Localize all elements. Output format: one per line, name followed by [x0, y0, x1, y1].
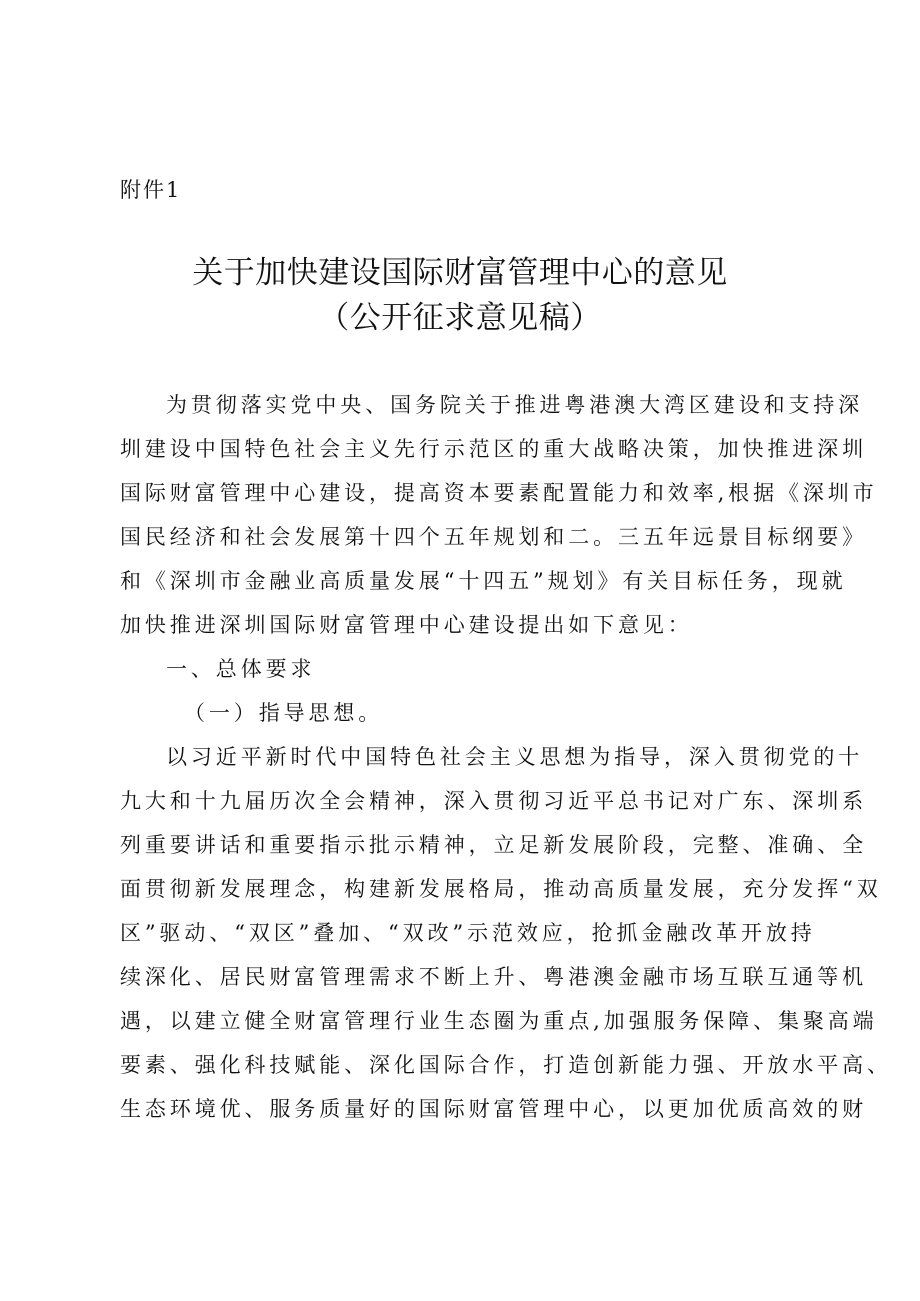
paragraph-line: 续深化、居民财富管理需求不断上升、粤港澳金融市场互联互通等机: [120, 965, 867, 989]
paragraph-line: 为贯彻落实党中央、国务院关于推进粤港澳大湾区建设和支持深: [166, 393, 864, 417]
guiding-paragraph: [120, 735, 892, 1131]
document-subtitle: （公开征求意见稿）: [318, 300, 602, 336]
subsection-1-heading: （一）指导思想。: [184, 701, 384, 725]
paragraph-line: 以习近平新时代中国特色社会主义思想为指导，深入贯彻党的十: [166, 745, 864, 769]
paragraph-line: 加快推进深圳国际财富管理中心建设提出如下意见：: [120, 613, 693, 637]
paragraph-line: 国民经济和社会发展第十四个五年规划和二。三五年远景目标纲要》: [120, 525, 867, 549]
paragraph-line: 生态环境优、服务质量好的国际财富管理中心，以更加优质高效的财: [120, 1097, 867, 1121]
section-heading: [120, 647, 820, 691]
document-title: 关于加快建设国际财富管理中心的意见: [192, 255, 728, 291]
paragraph-line: 九大和十九届历次全会精神，深入贯彻习近平总书记对广东、深圳系: [120, 789, 867, 813]
section-1-heading: 一、总体要求: [166, 657, 316, 681]
paragraph-line: 圳建设中国特色社会主义先行示范区的重大战略决策，加快推进深圳: [120, 437, 867, 461]
paragraph-line: 国际财富管理中心建设，提高资本要素配置能力和效率,根据《深圳市: [120, 481, 878, 505]
paragraph-line: 列重要讲话和重要指示批示精神，立足新发展阶段，完整、准确、全: [120, 833, 867, 857]
paragraph-line: 面贯彻新发展理念，构建新发展格局，推动高质量发展，充分发挥“双: [120, 877, 882, 901]
document-body: [120, 383, 892, 1131]
subsection-heading: [120, 691, 820, 735]
attachment-label: 附件1: [120, 178, 182, 202]
paragraph-line: 区”驱动、“双区”叠加、“双改”示范效应，抢抓金融改革开放持: [120, 921, 816, 945]
paragraph-line: 要素、强化科技赋能、深化国际合作，打造创新能力强、开放水平高、: [120, 1053, 892, 1077]
paragraph-line: 遇，以建立健全财富管理行业生态圈为重点,加强服务保障、集聚高端: [120, 1009, 878, 1033]
paragraph-line: 和《深圳市金融业高质量发展“十四五”规划》有关目标任务，现就: [120, 569, 847, 593]
intro-paragraph: [120, 383, 878, 647]
